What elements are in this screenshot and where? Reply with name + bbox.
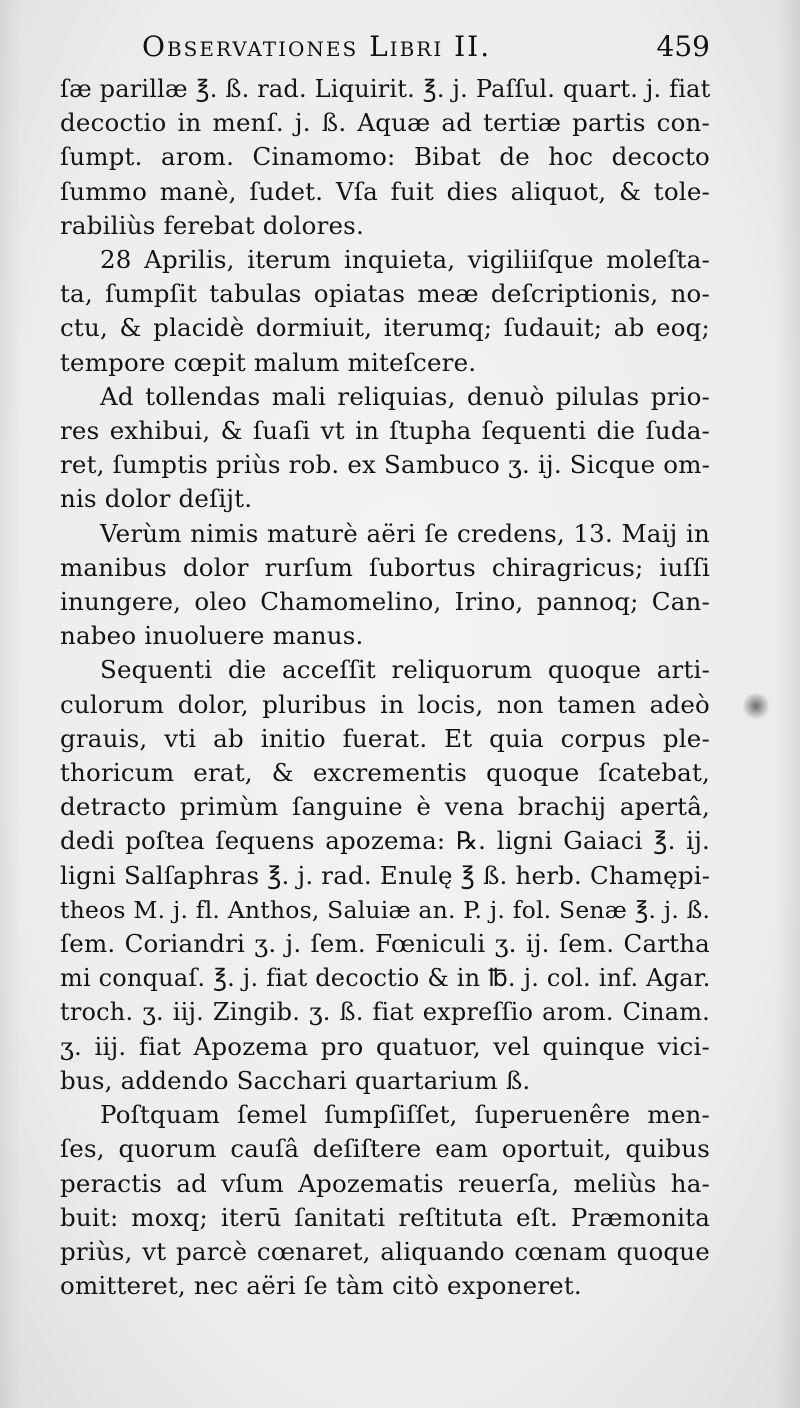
paragraph [60, 380, 710, 517]
text-line: nabeo inuoluere manus. [60, 621, 364, 651]
paragraph [60, 653, 710, 1098]
paragraph [60, 243, 710, 380]
text-line: tempore cœpit malum miteſcere. [60, 347, 477, 377]
page-shadow-right [776, 0, 800, 1408]
text-line: thoricum erat, & excrementis quoque ſcatebat, [60, 758, 710, 788]
text-line: nis dolor deſijt. [60, 484, 253, 514]
text-line: Verùm nimis maturè aëri ſe credens, 13. Maij in [100, 518, 710, 548]
text-line: omitteret, nec aëri ſe tàm citò exponeret. [60, 1271, 582, 1301]
text-line: detracto primùm ſanguine è vena brachij apertâ, [60, 792, 710, 822]
paragraph [60, 72, 710, 243]
text-line: ſumpt. arom. Cinamomo: Bibat de hoc decocto [60, 142, 710, 172]
text-line: Ad tollendas mali reliquias, denuò pilulas prio- [100, 381, 710, 411]
text-line: ſem. Coriandri ʒ. j. ſem. Fœniculi ʒ. ij. ſem. Cartha [60, 929, 710, 959]
page-shadow-left [0, 0, 22, 1408]
text-line: ſummo manè, ſudet. Vſa fuit dies aliquot, & tole- [60, 176, 710, 206]
page-number: 459 [656, 30, 710, 63]
text-line: ret, ſumptis priùs rob. ex Sambuco ʒ. ij. Sicque om- [60, 450, 711, 480]
page-header [60, 30, 710, 70]
text-line: res exhibui, & ſuaſi vt in ſtupha ſequenti die ſuda- [60, 416, 710, 446]
text-line: bus, addendo Sacchari quartarium ß. [60, 1065, 531, 1095]
body-text [60, 72, 710, 1303]
text-line: 28 Aprilis, iterum inquieta, vigiliiſque moleſta- [100, 245, 710, 275]
text-line: troch. ʒ. iij. Zingib. ʒ. ß. fiat expreſſio arom. Cinam. [60, 998, 710, 1027]
text-line: culorum dolor, pluribus in locis, non tamen adeò [60, 689, 710, 719]
paragraph [60, 1098, 710, 1303]
text-line: grauis, vti ab initio fuerat. Et quia corpus ple- [60, 723, 710, 753]
text-line: buit: moxq; iterū ſanitati reſtituta eſt. Præmonita [60, 1202, 710, 1232]
text-line: priùs, vt parcè cœnaret, aliquando cœnam quoque [60, 1236, 710, 1266]
text-line: rabiliùs ferebat dolores. [60, 210, 364, 240]
paragraph [60, 517, 710, 654]
text-line: manibus dolor rurſum ſubortus chiragricus; iuſſi [60, 552, 710, 582]
text-line: decoctio in menſ. j. ß. Aquæ ad tertiæ partis con- [60, 108, 710, 138]
text-line: inungere, oleo Chamomelino, Irino, pannoq; Can- [60, 587, 710, 617]
text-line: ligni Salſaphras ℥. j. rad. Enulę ℥ ß. herb. Chamępi- [60, 860, 711, 890]
text-line: ta, ſumpſit tabulas opiatas meæ deſcriptionis, no- [60, 279, 710, 309]
ink-blot [742, 692, 770, 720]
text-line: dedi poſtea ſequens apozema: ℞. ligni Gaiaci ℥. ij. [60, 826, 710, 856]
text-line: mi conquaſ. ℥. j. fiat decoctio & in ℔. j. col. inf. Agar. [60, 964, 711, 993]
text-line: peractis ad vſum Apozematis reuerſa, meliùs ha- [60, 1168, 710, 1198]
text-line: ſes, quorum cauſâ deſiſtere eam oportuit, quibus [60, 1134, 710, 1164]
text-line: ctu, & placidè dormiuit, iterumq; ſudauit; ab eoq; [60, 313, 710, 343]
running-head: Observationes Libri II. [142, 30, 492, 63]
text-line: Sequenti die acceſſit reliquorum quoque arti- [100, 655, 710, 685]
text-line: Poſtquam ſemel ſumpſiſſet, ſuperuenêre men- [100, 1100, 710, 1130]
text-line: theos M. j. fl. Anthos, Saluiæ an. P. j. fol. Senæ ℥. j. ß. [60, 895, 711, 924]
text-line: ſæ parillæ ℥. ß. rad. Liquirit. ℥. j. Paſſul. quart. j. fiat [60, 75, 711, 103]
text-line: ʒ. iij. fiat Apozema pro quatuor, vel quinque vici- [60, 1031, 710, 1061]
